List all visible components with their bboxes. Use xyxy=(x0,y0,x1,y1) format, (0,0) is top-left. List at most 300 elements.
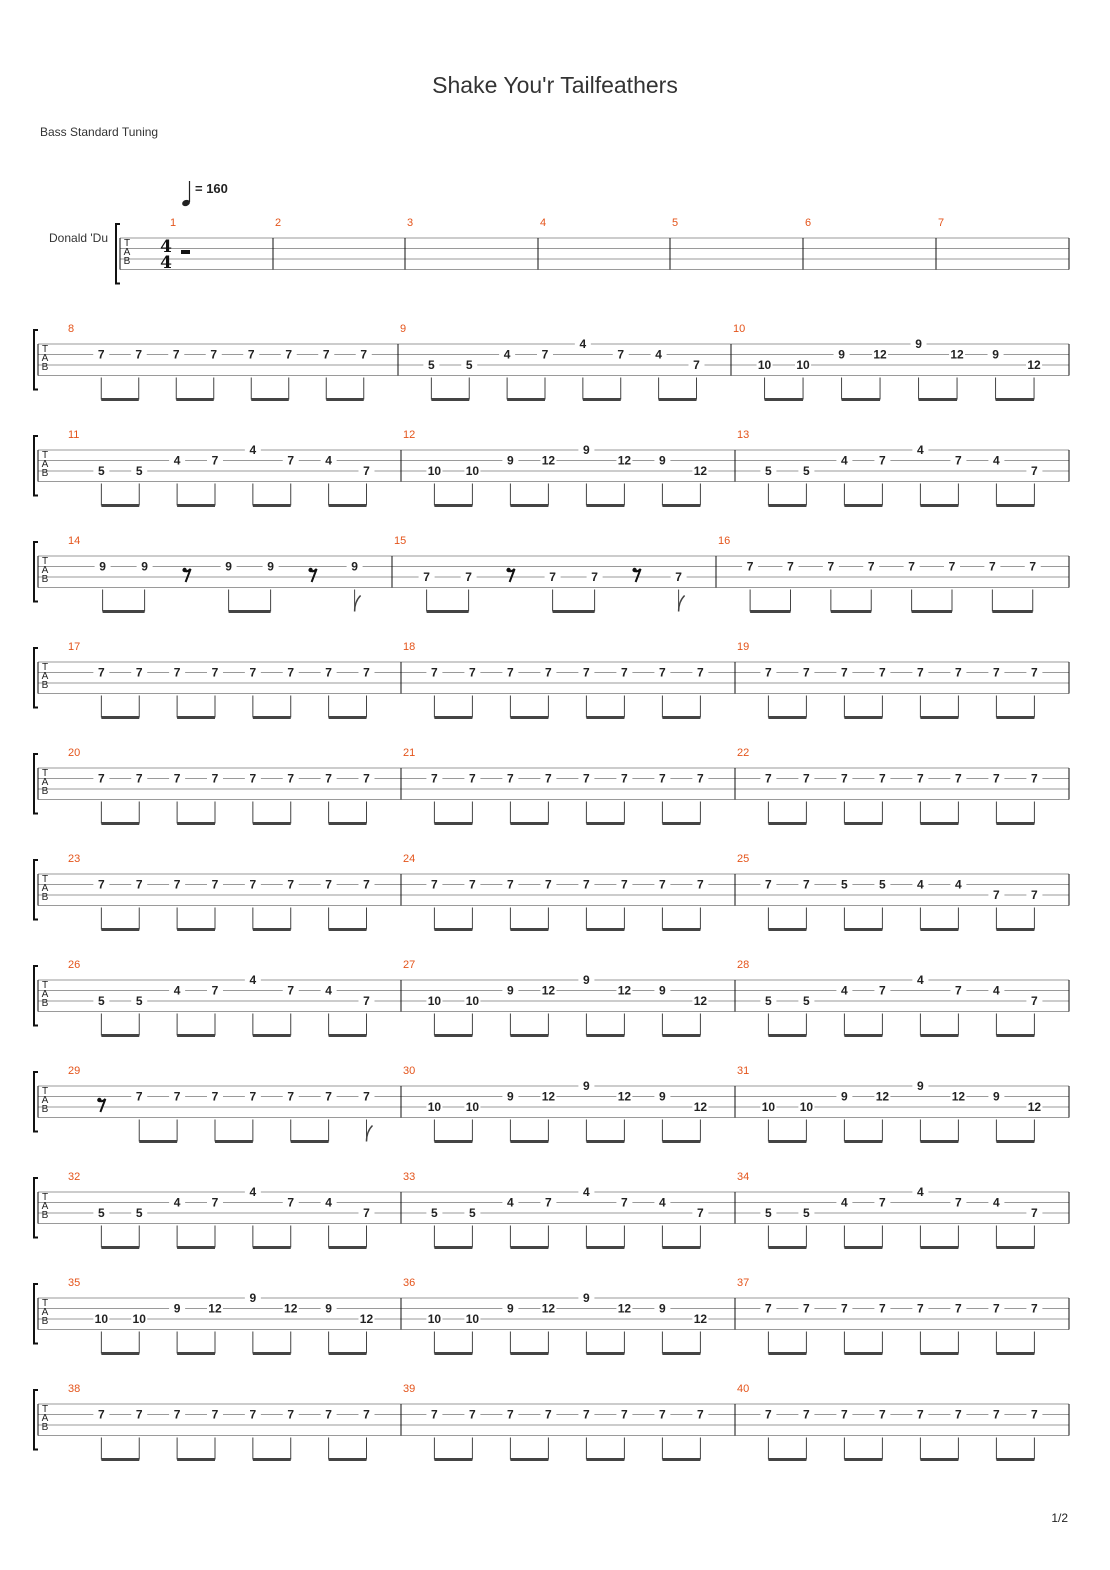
tab-letter: T xyxy=(41,662,49,673)
fret-number: 7 xyxy=(285,347,293,362)
fret-number: 7 xyxy=(879,1195,886,1210)
fret-number: 12 xyxy=(541,983,556,998)
fret-number: 7 xyxy=(867,559,875,574)
fret-number: 7 xyxy=(287,877,295,892)
bar-number: 14 xyxy=(68,535,81,547)
fret-number: 9 xyxy=(583,1291,590,1305)
fret-number: 7 xyxy=(1031,665,1038,680)
fret-number: 7 xyxy=(325,771,332,786)
fret-number: 7 xyxy=(287,983,295,998)
fret-number: 7 xyxy=(917,665,924,680)
fret-number: 5 xyxy=(765,464,772,478)
fret-number: 12 xyxy=(693,1100,708,1114)
fret-number: 5 xyxy=(803,464,810,478)
fret-number: 5 xyxy=(765,1206,772,1220)
fret-number: 7 xyxy=(993,771,1000,786)
fret-number: 7 xyxy=(908,559,915,574)
tab-letter: T xyxy=(41,874,49,885)
fret-number: 7 xyxy=(659,877,666,892)
fret-number: 7 xyxy=(545,877,552,892)
fret-number: 7 xyxy=(583,877,590,892)
fret-number: 12 xyxy=(693,994,708,1008)
fret-number: 7 xyxy=(693,358,700,372)
fret-number: 10 xyxy=(799,1100,814,1114)
fret-number: 7 xyxy=(363,877,370,892)
tab-letter: A xyxy=(41,1307,49,1318)
bar-number: 26 xyxy=(68,959,81,971)
fret-number: 9 xyxy=(507,983,514,998)
bar-number: 4 xyxy=(540,217,547,229)
time-signature-bottom: 4 xyxy=(160,253,172,273)
fret-number: 7 xyxy=(659,665,666,680)
tab-letter: B xyxy=(41,786,49,797)
fret-number: 7 xyxy=(955,1195,962,1210)
tab-letter: A xyxy=(41,459,49,470)
fret-number: 7 xyxy=(841,1301,848,1316)
bar-number: 40 xyxy=(737,1383,750,1395)
bar-number: 10 xyxy=(733,323,746,335)
fret-number: 9 xyxy=(838,347,845,362)
fret-number: 7 xyxy=(545,1195,552,1210)
fret-number: 5 xyxy=(803,994,810,1008)
fret-number: 7 xyxy=(746,559,754,574)
fret-number: 7 xyxy=(545,665,552,680)
fret-number: 7 xyxy=(841,1407,848,1422)
fret-number: 7 xyxy=(917,771,924,786)
fret-number: 7 xyxy=(765,1301,772,1316)
fret-number: 7 xyxy=(287,771,295,786)
bar-number: 31 xyxy=(737,1065,750,1077)
tab-letter: B xyxy=(41,468,49,479)
fret-number: 10 xyxy=(132,1312,146,1326)
fret-number: 10 xyxy=(465,994,480,1008)
fret-number: 7 xyxy=(787,559,794,574)
fret-number: 7 xyxy=(469,665,476,680)
fret-number: 7 xyxy=(917,1407,924,1422)
fret-number: 7 xyxy=(507,665,514,680)
bar-number: 23 xyxy=(68,853,81,865)
fret-number: 7 xyxy=(135,347,143,362)
fret-number: 7 xyxy=(249,665,257,680)
fret-number: 10 xyxy=(427,464,442,478)
bar-number: 33 xyxy=(403,1171,416,1183)
fret-number: 7 xyxy=(697,771,704,786)
tab-letter: T xyxy=(41,1086,49,1097)
fret-number: 7 xyxy=(621,771,628,786)
time-signature-top: 4 xyxy=(160,237,172,257)
fret-number: 7 xyxy=(803,771,810,786)
bar-number: 24 xyxy=(403,853,416,865)
tab-letter: B xyxy=(41,998,49,1009)
fret-number: 7 xyxy=(1031,1301,1038,1316)
fret-number: 7 xyxy=(765,665,772,680)
eighth-rest-dot xyxy=(97,1098,101,1102)
tab-letter: T xyxy=(41,344,49,355)
fret-number: 7 xyxy=(211,1089,219,1104)
fret-number: 12 xyxy=(617,453,632,468)
fret-number: 7 xyxy=(507,771,514,786)
bar-number: 16 xyxy=(718,535,731,547)
fret-number: 9 xyxy=(141,559,148,574)
fret-number: 10 xyxy=(757,358,772,372)
fret-number: 7 xyxy=(955,665,962,680)
fret-number: 10 xyxy=(761,1100,776,1114)
fret-number: 7 xyxy=(621,877,628,892)
fret-number: 4 xyxy=(249,1185,257,1199)
fret-number: 7 xyxy=(879,453,886,468)
tab-letter: A xyxy=(41,777,49,788)
fret-number: 12 xyxy=(1027,1100,1042,1114)
tab-letter: T xyxy=(41,556,49,567)
fret-number: 7 xyxy=(211,1195,219,1210)
fret-number: 5 xyxy=(135,994,143,1008)
fret-number: 7 xyxy=(993,888,1000,902)
eighth-rest-dot xyxy=(308,568,312,572)
bar-number: 8 xyxy=(68,323,75,335)
fret-number: 12 xyxy=(693,464,708,478)
tuning-label: Bass Standard Tuning xyxy=(40,125,159,139)
tab-letter: B xyxy=(41,1422,49,1433)
fret-number: 7 xyxy=(173,665,181,680)
fret-number: 7 xyxy=(917,1301,924,1316)
fret-number: 7 xyxy=(803,1407,810,1422)
fret-number: 4 xyxy=(507,1195,514,1210)
fret-number: 4 xyxy=(917,973,924,987)
note-flag xyxy=(679,596,685,612)
fret-number: 5 xyxy=(98,464,105,478)
fret-number: 7 xyxy=(249,1089,257,1104)
fret-number: 7 xyxy=(363,1206,370,1220)
fret-number: 7 xyxy=(98,665,105,680)
fret-number: 7 xyxy=(955,453,962,468)
fret-number: 7 xyxy=(363,994,370,1008)
fret-number: 7 xyxy=(955,1301,962,1316)
system-bracket xyxy=(34,1072,38,1132)
fret-number: 7 xyxy=(803,1301,810,1316)
tab-letter: A xyxy=(41,1095,49,1106)
fret-number: 7 xyxy=(431,1407,438,1422)
fret-number: 12 xyxy=(873,347,887,362)
fret-number: 7 xyxy=(210,347,218,362)
fret-number: 7 xyxy=(211,983,219,998)
song-title: Shake You'r Tailfeathers xyxy=(432,72,678,98)
tempo-marking: = 160 xyxy=(195,181,228,196)
fret-number: 7 xyxy=(948,559,956,574)
fret-number: 10 xyxy=(465,1100,480,1114)
fret-number: 7 xyxy=(431,877,438,892)
bar-number: 21 xyxy=(403,747,416,759)
bar-number: 1 xyxy=(170,217,177,229)
fret-number: 7 xyxy=(583,771,590,786)
fret-number: 5 xyxy=(98,994,105,1008)
fret-number: 7 xyxy=(325,1089,332,1104)
system-bracket xyxy=(34,1178,38,1238)
fret-number: 5 xyxy=(879,877,886,892)
tab-letter: T xyxy=(123,238,131,249)
fret-number: 4 xyxy=(325,453,332,468)
eighth-rest-dot xyxy=(182,568,186,572)
tab-letter: B xyxy=(41,892,49,903)
fret-number: 7 xyxy=(621,1407,628,1422)
fret-number: 4 xyxy=(993,453,1000,468)
system-bracket xyxy=(116,224,120,284)
fret-number: 7 xyxy=(621,665,628,680)
eighth-rest-dot xyxy=(506,568,510,572)
fret-number: 12 xyxy=(284,1301,298,1316)
tab-letter: T xyxy=(41,1298,49,1309)
eighth-rest-dot xyxy=(632,568,636,572)
fret-number: 7 xyxy=(363,1407,370,1422)
fret-number: 7 xyxy=(287,1195,295,1210)
system-bracket xyxy=(34,1284,38,1344)
fret-number: 7 xyxy=(211,665,219,680)
fret-number: 7 xyxy=(469,1407,476,1422)
fret-number: 7 xyxy=(1031,771,1038,786)
fret-number: 4 xyxy=(917,877,924,892)
fret-number: 7 xyxy=(697,665,704,680)
fret-number: 4 xyxy=(955,877,962,892)
fret-number: 5 xyxy=(98,1206,105,1220)
tab-letter: B xyxy=(41,1210,49,1221)
fret-number: 4 xyxy=(583,1185,590,1199)
fret-number: 7 xyxy=(621,1195,628,1210)
fret-number: 9 xyxy=(841,1089,848,1104)
fret-number: 5 xyxy=(428,358,435,372)
fret-number: 7 xyxy=(765,877,772,892)
fret-number: 7 xyxy=(507,1407,514,1422)
fret-number: 4 xyxy=(249,973,257,987)
fret-number: 7 xyxy=(135,665,143,680)
fret-number: 4 xyxy=(173,453,181,468)
bar-number: 39 xyxy=(403,1383,416,1395)
fret-number: 12 xyxy=(617,1089,632,1104)
fret-number: 7 xyxy=(549,570,556,584)
fret-number: 7 xyxy=(363,464,370,478)
bar-number: 9 xyxy=(400,323,407,335)
tab-letter: A xyxy=(41,1201,49,1212)
fret-number: 10 xyxy=(427,1100,442,1114)
fret-number: 12 xyxy=(359,1312,374,1326)
bar-number: 32 xyxy=(68,1171,81,1183)
fret-number: 7 xyxy=(322,347,330,362)
fret-number: 12 xyxy=(1027,358,1041,372)
fret-number: 5 xyxy=(135,1206,143,1220)
bar-number: 5 xyxy=(672,217,679,229)
fret-number: 7 xyxy=(955,983,962,998)
fret-number: 4 xyxy=(659,1195,666,1210)
system-bracket xyxy=(34,330,38,390)
fret-number: 7 xyxy=(173,877,181,892)
bar-number: 38 xyxy=(68,1383,81,1395)
system-bracket xyxy=(34,966,38,1026)
fret-number: 10 xyxy=(94,1312,109,1326)
bar-number: 6 xyxy=(805,217,812,229)
fret-number: 7 xyxy=(98,877,105,892)
fret-number: 9 xyxy=(325,1301,332,1316)
fret-number: 9 xyxy=(225,559,232,574)
fret-number: 7 xyxy=(173,771,181,786)
tab-letter: A xyxy=(41,671,49,682)
fret-number: 12 xyxy=(541,1089,556,1104)
fret-number: 7 xyxy=(135,1407,143,1422)
fret-number: 7 xyxy=(803,877,810,892)
fret-number: 7 xyxy=(325,665,332,680)
system-bracket xyxy=(34,648,38,708)
tab-letter: T xyxy=(41,1404,49,1415)
tab-letter: B xyxy=(41,680,49,691)
fret-number: 7 xyxy=(360,347,368,362)
fret-number: 9 xyxy=(917,1079,924,1093)
fret-number: 7 xyxy=(583,665,590,680)
fret-number: 7 xyxy=(363,1089,370,1104)
fret-number: 7 xyxy=(841,771,848,786)
fret-number: 7 xyxy=(1031,1206,1038,1220)
fret-number: 5 xyxy=(469,1206,476,1220)
fret-number: 7 xyxy=(98,771,105,786)
tab-letter: A xyxy=(41,989,49,1000)
fret-number: 4 xyxy=(993,983,1000,998)
bar-number: 27 xyxy=(403,959,416,971)
fret-number: 7 xyxy=(135,877,143,892)
tab-letter: A xyxy=(41,883,49,894)
fret-number: 12 xyxy=(951,1089,966,1104)
fret-number: 9 xyxy=(583,973,590,987)
fret-number: 7 xyxy=(697,1206,704,1220)
fret-number: 7 xyxy=(431,771,438,786)
bar-number: 3 xyxy=(407,217,414,229)
fret-number: 7 xyxy=(879,665,886,680)
bar-number: 22 xyxy=(737,747,750,759)
tab-letter: T xyxy=(41,450,49,461)
fret-number: 4 xyxy=(249,443,257,457)
fret-number: 7 xyxy=(469,877,476,892)
fret-number: 7 xyxy=(287,453,295,468)
fret-number: 7 xyxy=(879,771,886,786)
tab-letter: T xyxy=(41,980,49,991)
fret-number: 10 xyxy=(465,464,480,478)
fret-number: 7 xyxy=(423,570,430,584)
bar-number: 2 xyxy=(275,217,282,229)
fret-number: 9 xyxy=(249,1291,257,1305)
fret-number: 7 xyxy=(135,1089,143,1104)
fret-number: 7 xyxy=(287,1089,295,1104)
fret-number: 5 xyxy=(841,877,848,892)
fret-number: 5 xyxy=(465,358,473,372)
fret-number: 7 xyxy=(97,347,105,362)
fret-number: 7 xyxy=(325,1407,332,1422)
fret-number: 7 xyxy=(659,1407,666,1422)
fret-number: 7 xyxy=(1031,888,1038,902)
bar-number: 37 xyxy=(737,1277,750,1289)
system-bracket xyxy=(34,542,38,602)
fret-number: 7 xyxy=(955,1407,962,1422)
fret-number: 7 xyxy=(879,983,886,998)
tab-letter: A xyxy=(41,565,49,576)
bar-number: 18 xyxy=(403,641,416,653)
bar-number: 35 xyxy=(68,1277,81,1289)
fret-number: 7 xyxy=(541,347,549,362)
bar-number: 36 xyxy=(403,1277,416,1289)
tab-letter: A xyxy=(41,1413,49,1424)
fret-number: 12 xyxy=(875,1089,890,1104)
fret-number: 7 xyxy=(591,570,598,584)
fret-number: 7 xyxy=(659,771,666,786)
system-bracket xyxy=(34,754,38,814)
fret-number: 5 xyxy=(135,464,143,478)
fret-number: 7 xyxy=(249,771,257,786)
bar-number: 19 xyxy=(737,641,750,653)
fret-number: 9 xyxy=(583,1079,590,1093)
tab-letter: B xyxy=(41,362,49,373)
fret-number: 7 xyxy=(249,1407,257,1422)
fret-number: 4 xyxy=(841,983,848,998)
note-flag xyxy=(366,1126,372,1142)
tab-letter: A xyxy=(123,247,131,258)
fret-number: 4 xyxy=(325,1195,332,1210)
bar-number: 15 xyxy=(394,535,407,547)
fret-number: 7 xyxy=(249,877,257,892)
fret-number: 10 xyxy=(427,1312,442,1326)
bar-number: 28 xyxy=(737,959,750,971)
fret-number: 4 xyxy=(655,347,662,362)
fret-number: 9 xyxy=(583,443,590,457)
fret-number: 7 xyxy=(1029,559,1037,574)
fret-number: 7 xyxy=(172,347,180,362)
fret-number: 9 xyxy=(267,559,274,574)
fret-number: 4 xyxy=(841,453,848,468)
bar-number: 25 xyxy=(737,853,750,865)
fret-number: 7 xyxy=(989,559,996,574)
fret-number: 7 xyxy=(1031,1407,1038,1422)
fret-number: 10 xyxy=(465,1312,480,1326)
fret-number: 4 xyxy=(173,983,181,998)
half-rest xyxy=(181,250,190,254)
note-flag xyxy=(355,596,361,612)
fret-number: 7 xyxy=(211,453,219,468)
fret-number: 4 xyxy=(841,1195,848,1210)
fret-number: 7 xyxy=(545,771,552,786)
fret-number: 4 xyxy=(917,443,924,457)
fret-number: 7 xyxy=(1031,994,1038,1008)
fret-number: 7 xyxy=(583,1407,590,1422)
system-bracket xyxy=(34,1390,38,1450)
instrument-name: Donald 'Du xyxy=(49,231,108,245)
fret-number: 7 xyxy=(247,347,255,362)
fret-number: 10 xyxy=(796,358,810,372)
fret-number: 7 xyxy=(211,877,219,892)
fret-number: 7 xyxy=(675,570,682,584)
tab-letter: B xyxy=(123,256,131,267)
fret-number: 4 xyxy=(173,1195,181,1210)
fret-number: 4 xyxy=(993,1195,1000,1210)
tab-letter: T xyxy=(41,768,49,779)
fret-number: 9 xyxy=(507,1089,514,1104)
fret-number: 7 xyxy=(173,1407,181,1422)
fret-number: 7 xyxy=(211,771,219,786)
fret-number: 9 xyxy=(507,453,514,468)
fret-number: 7 xyxy=(211,1407,219,1422)
page-number: 1/2 xyxy=(1051,1511,1068,1525)
fret-number: 7 xyxy=(993,1301,1000,1316)
fret-number: 9 xyxy=(659,1089,666,1104)
fret-number: 9 xyxy=(99,559,106,574)
fret-number: 7 xyxy=(545,1407,552,1422)
fret-number: 7 xyxy=(431,665,438,680)
fret-number: 7 xyxy=(955,771,962,786)
fret-number: 7 xyxy=(363,771,370,786)
fret-number: 7 xyxy=(879,1301,886,1316)
fret-number: 7 xyxy=(879,1407,886,1422)
